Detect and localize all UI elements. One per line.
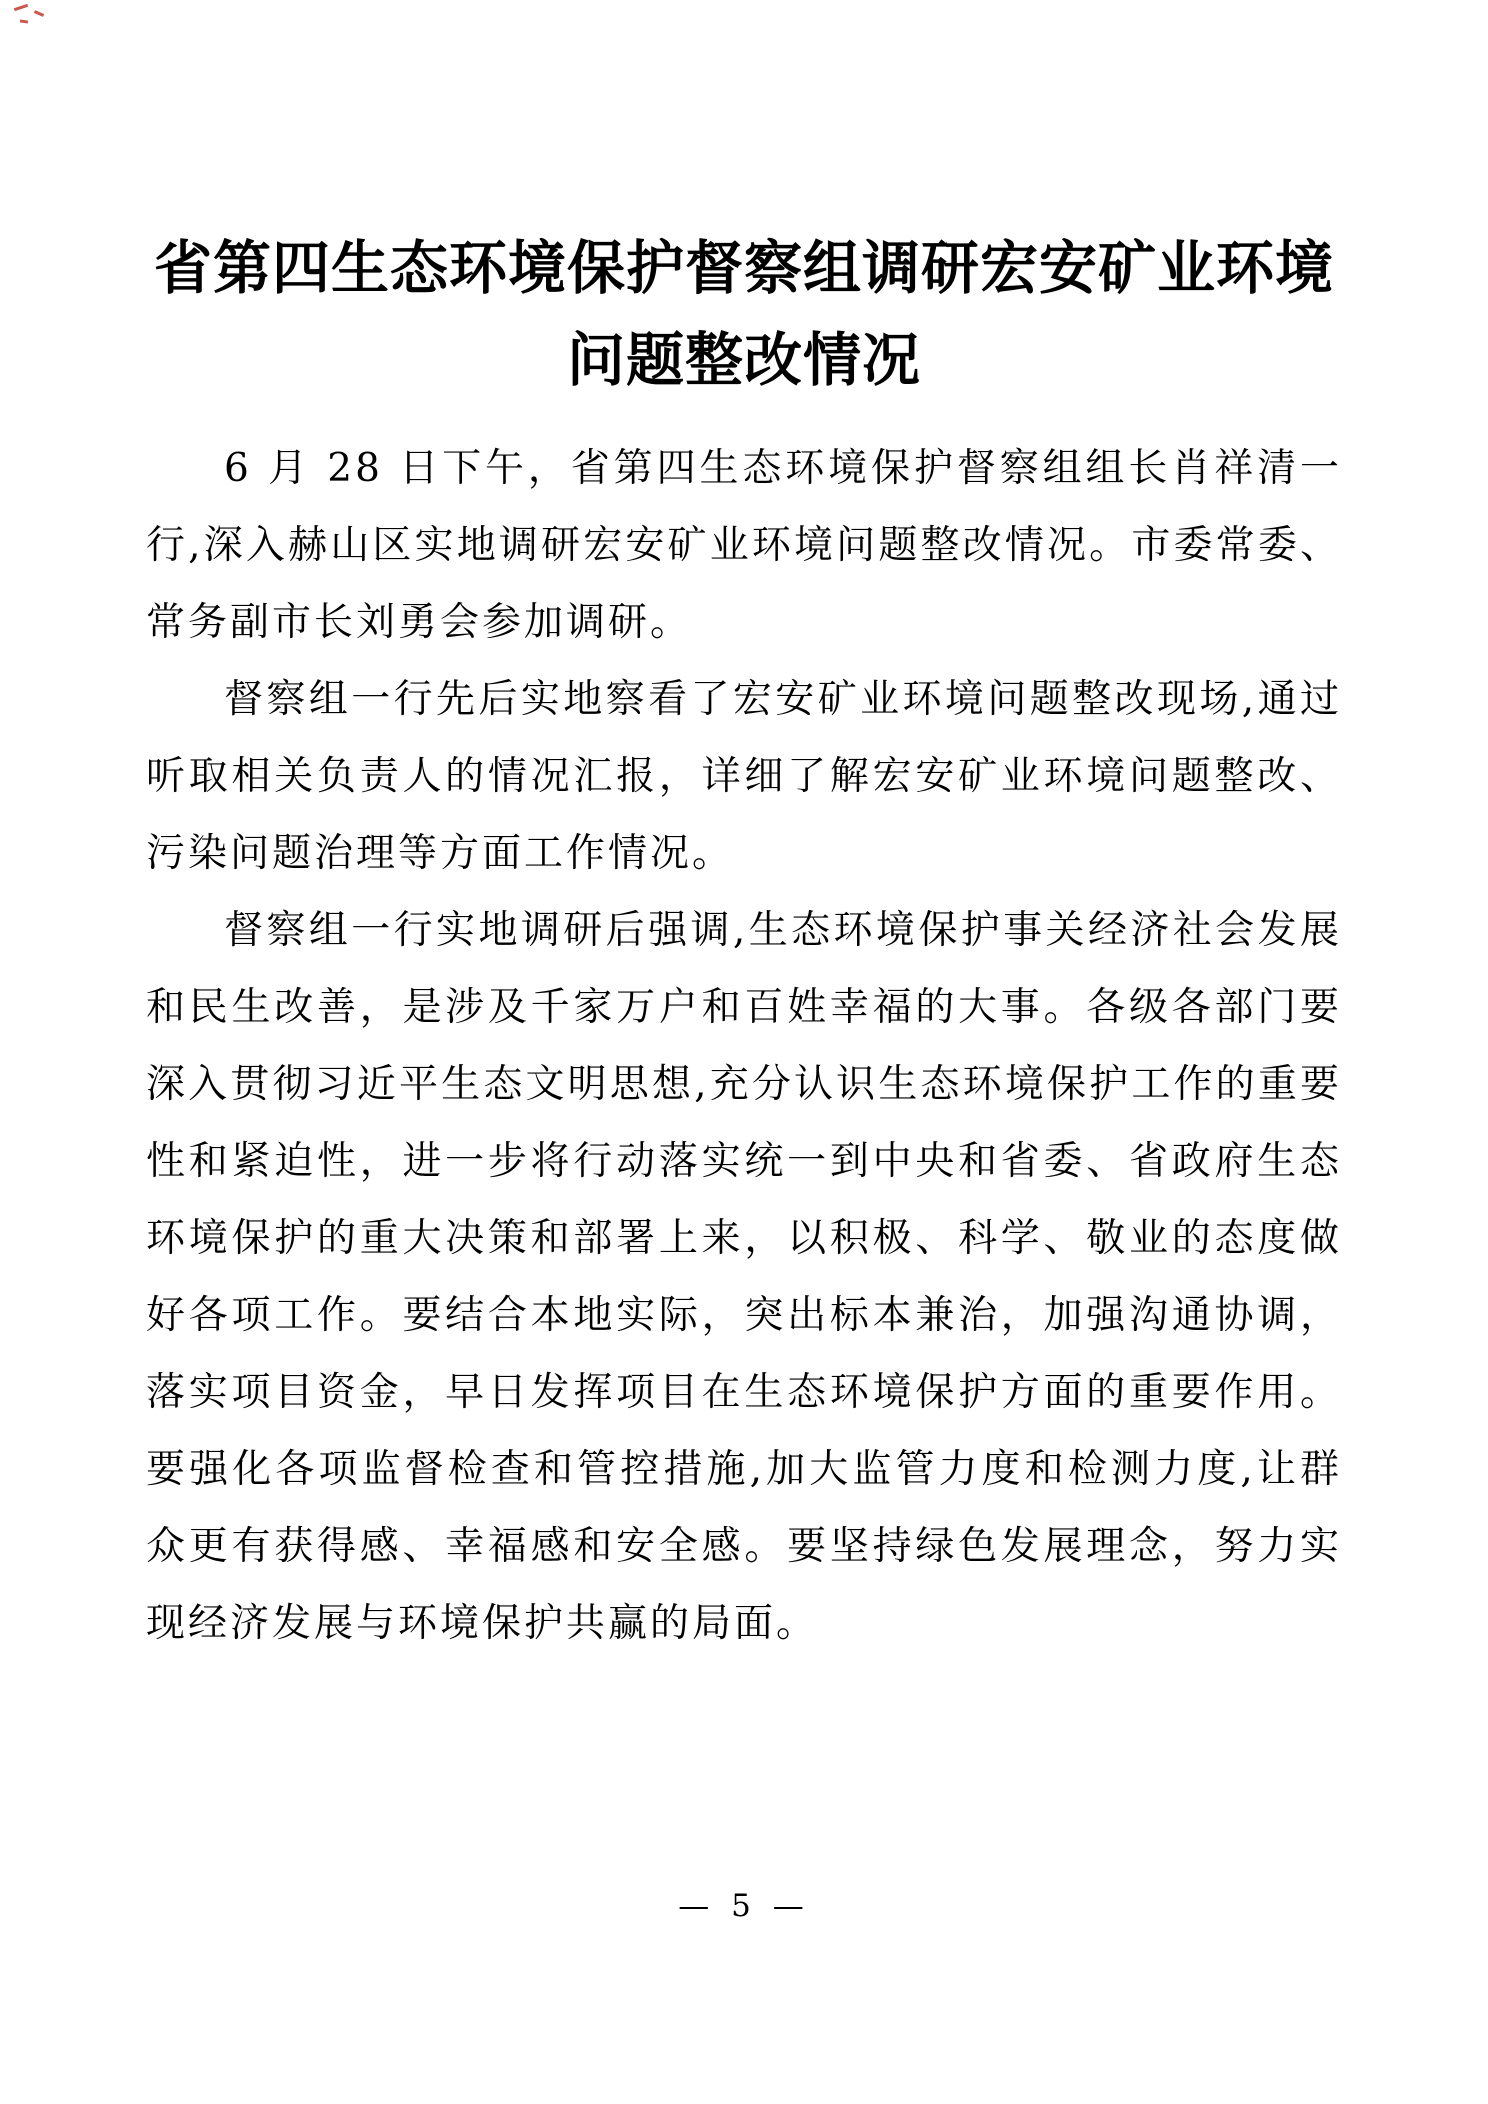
body-paragraph-2: 督察组一行先后实地察看了宏安矿业环境问题整改现场,通过听取相关负责人的情况汇报，详细了解宏安矿业环境问题整改、污染问题治理等方面工作情况。 xyxy=(146,677,1342,876)
page-number: — 5 — xyxy=(678,1888,810,1924)
body-paragraph-1: 6 月 28 日下午，省第四生态环境保护督察组组长肖祥清一行,深入赫山区实地调研宏安矿业环境问题整改情况。市委常委、常务副市长刘勇会参加调研。 xyxy=(146,446,1342,645)
title-line-1: 省第四生态环境保护督察组调研宏安矿业环境 xyxy=(153,234,1334,302)
scan-artifact-mark xyxy=(14,4,60,30)
document-title xyxy=(100,222,1388,406)
document-body xyxy=(146,430,1342,1662)
body-paragraph-3: 督察组一行实地调研后强调,生态环境保护事关经济社会发展和民生改善，是涉及千家万户和百姓幸福的大事。各级各部门要深入贯彻习近平生态文明思想,充分认识生态环境保护工作的重要性和紧迫性，进一步将行动落实统一到中央和省委、省政府生态环境保护的重大决策和部署上来，以积极、科学、敬业的态度做好各项工作。要结合本地实际，突出标本兼治，加强沟通协调，落实项目资金，早日发挥项目在生态环境保护方面的重要作用。要强化各项监督检查和管控措施,加大监管力度和检测力度,让群众更有获得感、幸福感和安全感。要坚持绿色发展理念，努力实现经济发展与环境保护共赢的局面。 xyxy=(146,908,1342,1646)
title-line-2: 问题整改情况 xyxy=(566,326,921,394)
